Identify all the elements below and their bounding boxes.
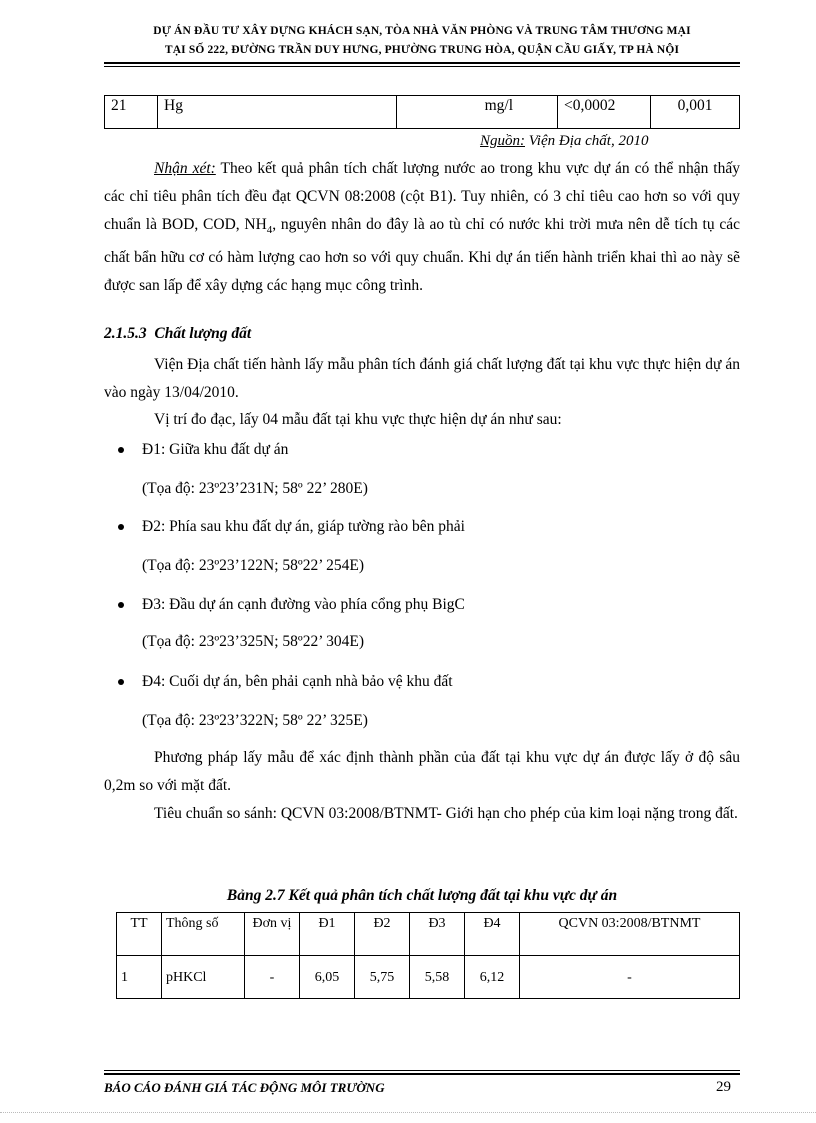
table-cell: pHKCl — [162, 956, 245, 999]
point-label: Đ4: Cuối dự án, bên phải cạnh nhà bảo vệ khu đất — [142, 673, 453, 690]
point-label: Đ3: Đầu dự án cạnh đường vào phía cổng phụ BigC — [142, 596, 465, 613]
point-label: Đ2: Phía sau khu đất dự án, giáp tường rào bên phải — [142, 518, 465, 535]
table-header-row — [117, 913, 740, 956]
bullet-icon — [118, 524, 124, 530]
column-header: Đ1 — [300, 913, 355, 956]
table-cell: - — [520, 956, 740, 999]
point-coord: (Tọa độ: 23º23’122N; 58º22’ 254E) — [142, 557, 364, 574]
table-row — [117, 956, 740, 999]
remark-subscript: 4 — [266, 224, 273, 237]
point-label: Đ1: Giữa khu đất dự án — [142, 441, 289, 458]
table-cell: 1 — [117, 956, 162, 999]
point-coord: (Tọa độ: 23º23’322N; 58º 22’ 325E) — [142, 712, 368, 729]
table-caption: Bảng 2.7 Kết quả phân tích chất lượng đất tại khu vực dự án — [226, 887, 618, 904]
point-coord: (Tọa độ: 23º23’231N; 58º 22’ 280E) — [142, 480, 368, 497]
column-header: Đ4 — [465, 913, 520, 956]
bullet-icon — [118, 602, 124, 608]
standard-paragraph: Tiêu chuẩn so sánh: QCVN 03:2008/BTNMT- Giới hạn cho phép của kim loại nặng trong đất. — [154, 805, 738, 822]
remark-paragraph — [104, 155, 740, 300]
header-rule-thin — [104, 66, 740, 67]
source-label: Nguồn: — [480, 133, 525, 149]
intro-paragraph-2: Vị trí đo đạc, lấy 04 mẫu đất tại khu vực thực hiện dự án như sau: — [154, 411, 562, 428]
table-cell: mg/l — [397, 96, 558, 129]
column-header: TT — [117, 913, 162, 956]
bullet-icon — [118, 447, 124, 453]
page-edge — [0, 1112, 816, 1113]
remark-text-2: , nguyên nhân do đây là ao tù chỉ có nước khi trời mưa nên dễ tích tụ các chất bẩn hữu cơ có hàm lượng cao hơn so với quy chuẩn. Khi dự án tiến hành triển khai thì ao này sẽ được san lấp để xây dựng các hạng mục công trình. — [104, 216, 740, 295]
table-cell: 5,75 — [355, 956, 410, 999]
remark-label: Nhận xét: — [154, 160, 216, 177]
column-header: QCVN 03:2008/BTNMT — [520, 913, 740, 956]
table-cell: - — [245, 956, 300, 999]
water-quality-table-tail — [104, 95, 740, 129]
method-paragraph: Phương pháp lấy mẫu để xác định thành phần của đất tại khu vực dự án được lấy ở độ sâu 0,2m so với mặt đất. — [104, 749, 740, 794]
table-cell: 0,001 — [651, 96, 740, 129]
remark-text: Theo kết quả phân tích chất lượng nước ao trong khu vực dự án có thể nhận thấy các chỉ tiêu phân tích đều đạt QCVN 08:2008 (cột B1). Tuy nhiên, có 3 chỉ tiêu cao hơn so với quy chuẩn là BOD, COD, NH — [104, 160, 740, 233]
column-header: Đơn vị — [245, 913, 300, 956]
footer-rule-thick — [104, 1073, 740, 1075]
table-cell: 5,58 — [410, 956, 465, 999]
section-heading — [104, 325, 251, 343]
point-coord: (Tọa độ: 23º23’325N; 58º22’ 304E) — [142, 633, 364, 650]
column-header: Thông số — [162, 913, 245, 956]
section-title: Chất lượng đất — [154, 325, 252, 342]
footer-title: BÁO CÁO ĐÁNH GIÁ TÁC ĐỘNG MÔI TRƯỜNG — [104, 1080, 385, 1095]
table-cell: Hg — [158, 96, 397, 129]
intro-paragraph-1: Viện Địa chất tiến hành lấy mẫu phân tích đánh giá chất lượng đất tại khu vực thực hiện dự án vào ngày 13/04/2010. — [104, 356, 740, 401]
table-cell: 21 — [105, 96, 158, 129]
table-cell: 6,05 — [300, 956, 355, 999]
column-header: Đ3 — [410, 913, 465, 956]
column-header: Đ2 — [355, 913, 410, 956]
table-row — [105, 96, 740, 129]
header-rule-thick — [104, 62, 740, 64]
source-note — [480, 133, 648, 150]
section-number: 2.1.5.3 — [104, 325, 147, 342]
header-line-2: TẠI SỐ 222, ĐƯỜNG TRẦN DUY HƯNG, PHƯỜNG TRUNG HÒA, QUẬN CẦU GIẤY, TP HÀ NỘI — [164, 44, 680, 56]
page-number: 29 — [716, 1079, 731, 1095]
bullet-icon — [118, 679, 124, 685]
page-header — [104, 22, 740, 60]
table-cell: <0,0002 — [558, 96, 651, 129]
soil-quality-table — [116, 912, 740, 999]
footer-rule-thin — [104, 1070, 740, 1071]
header-line-1: DỰ ÁN ĐẦU TƯ XÂY DỰNG KHÁCH SẠN, TÒA NHÀ VĂN PHÒNG VÀ TRUNG TÂM THƯƠNG MẠI — [153, 25, 691, 37]
table-cell: 6,12 — [465, 956, 520, 999]
source-text: Viện Địa chất, 2010 — [525, 133, 649, 149]
